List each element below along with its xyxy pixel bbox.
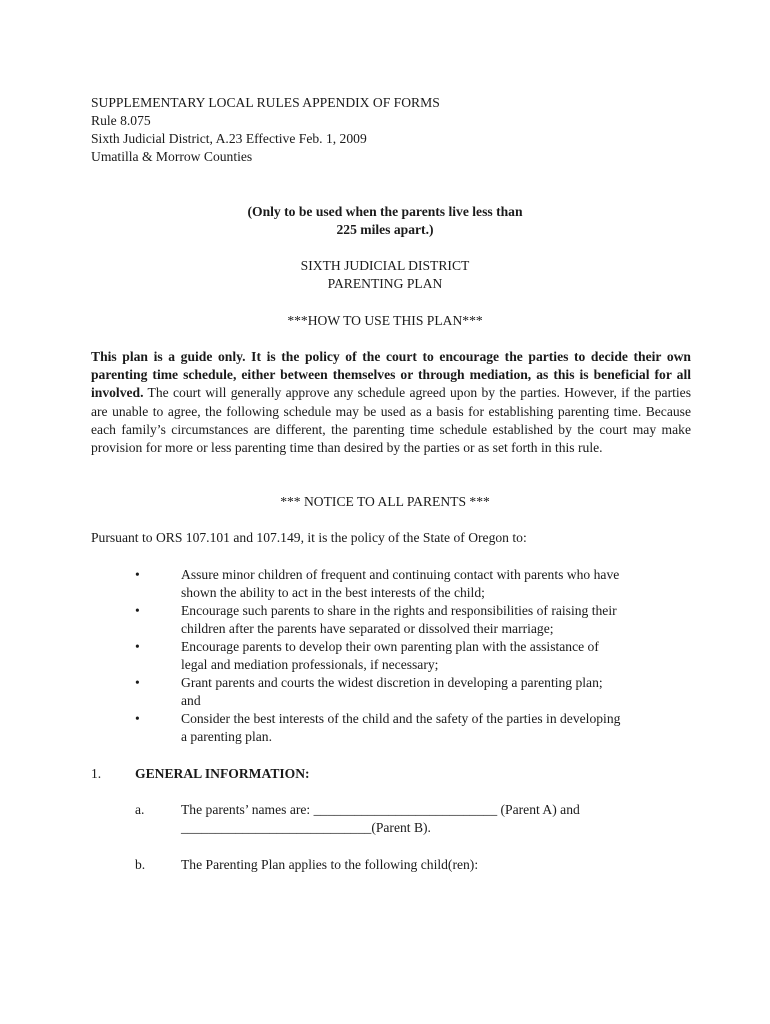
- how-to-use-heading: ***HOW TO USE THIS PLAN***: [287, 313, 483, 328]
- bullet-text-line2: children after the parents have separated or dissolved their marriage;: [181, 621, 554, 636]
- bullet-text-line2: and: [181, 693, 201, 708]
- bullet-icon: •: [135, 603, 140, 618]
- usage-note-line2: 225 miles apart.): [336, 222, 434, 237]
- policy-intro: Pursuant to ORS 107.101 and 107.149, it is the policy of the State of Oregon to:: [91, 530, 527, 545]
- bullet-text-line1: Encourage such parents to share in the rights and responsibilities of raising their: [181, 603, 617, 618]
- bullet-text-line1: Consider the best interests of the child and the safety of the parties in developing: [181, 711, 621, 726]
- bullet-icon: •: [135, 711, 140, 726]
- bullet-text-line2: shown the ability to act in the best interests of the child;: [181, 585, 485, 600]
- bullet-text-line2: a parenting plan.: [181, 729, 272, 744]
- section-number: 1.: [91, 766, 102, 781]
- bullet-text-line1: Encourage parents to develop their own parenting plan with the assistance of: [181, 639, 599, 654]
- bullet-text-line1: Grant parents and courts the widest discretion in developing a parenting plan;: [181, 675, 603, 690]
- intro-regular-text: The court will generally approve any schedule agreed upon by the parties. However, if the parties are unable to agree, the following schedule may be used as a basis for establishing parenting time. Because each family’s circumstances are different, the parenting time schedule established by the court may make provision for more or less parenting time than desired by the parties or as set forth in this rule.: [91, 385, 691, 456]
- header-rule-number: Rule 8.075: [91, 113, 151, 128]
- item-a-letter: a.: [135, 802, 145, 817]
- usage-note-line1: (Only to be used when the parents live less than: [247, 204, 523, 219]
- intro-bold-text: This plan is a guide only. It is the policy of the court to encourage the parties to decide their own parenting time schedule, either between themselves or through mediation, as this is beneficial for all involved.: [91, 349, 691, 401]
- header-counties: Umatilla & Morrow Counties: [91, 149, 253, 164]
- parent-names-line1: The parents’ names are: ___________________________ (Parent A) and: [181, 802, 580, 817]
- notice-heading: *** NOTICE TO ALL PARENTS ***: [280, 494, 490, 509]
- bullet-text-line1: Assure minor children of frequent and continuing contact with parents who have: [181, 567, 620, 582]
- title-parenting-plan: PARENTING PLAN: [327, 276, 443, 291]
- bullet-icon: •: [135, 639, 140, 654]
- header-district-effective: Sixth Judicial District, A.23 Effective Feb. 1, 2009: [91, 131, 367, 146]
- header-form-title: SUPPLEMENTARY LOCAL RULES APPENDIX OF FORMS: [91, 95, 440, 110]
- children-applies-line: The Parenting Plan applies to the following child(ren):: [181, 857, 479, 872]
- intro-paragraph: [91, 348, 691, 457]
- bullet-icon: •: [135, 567, 140, 582]
- bullet-icon: •: [135, 675, 140, 690]
- section-heading-general-info: GENERAL INFORMATION:: [135, 766, 310, 781]
- title-district: SIXTH JUDICIAL DISTRICT: [300, 258, 470, 273]
- parent-names-line2: ____________________________(Parent B).: [181, 820, 431, 835]
- bullet-text-line2: legal and mediation professionals, if necessary;: [181, 657, 439, 672]
- item-b-letter: b.: [135, 857, 146, 872]
